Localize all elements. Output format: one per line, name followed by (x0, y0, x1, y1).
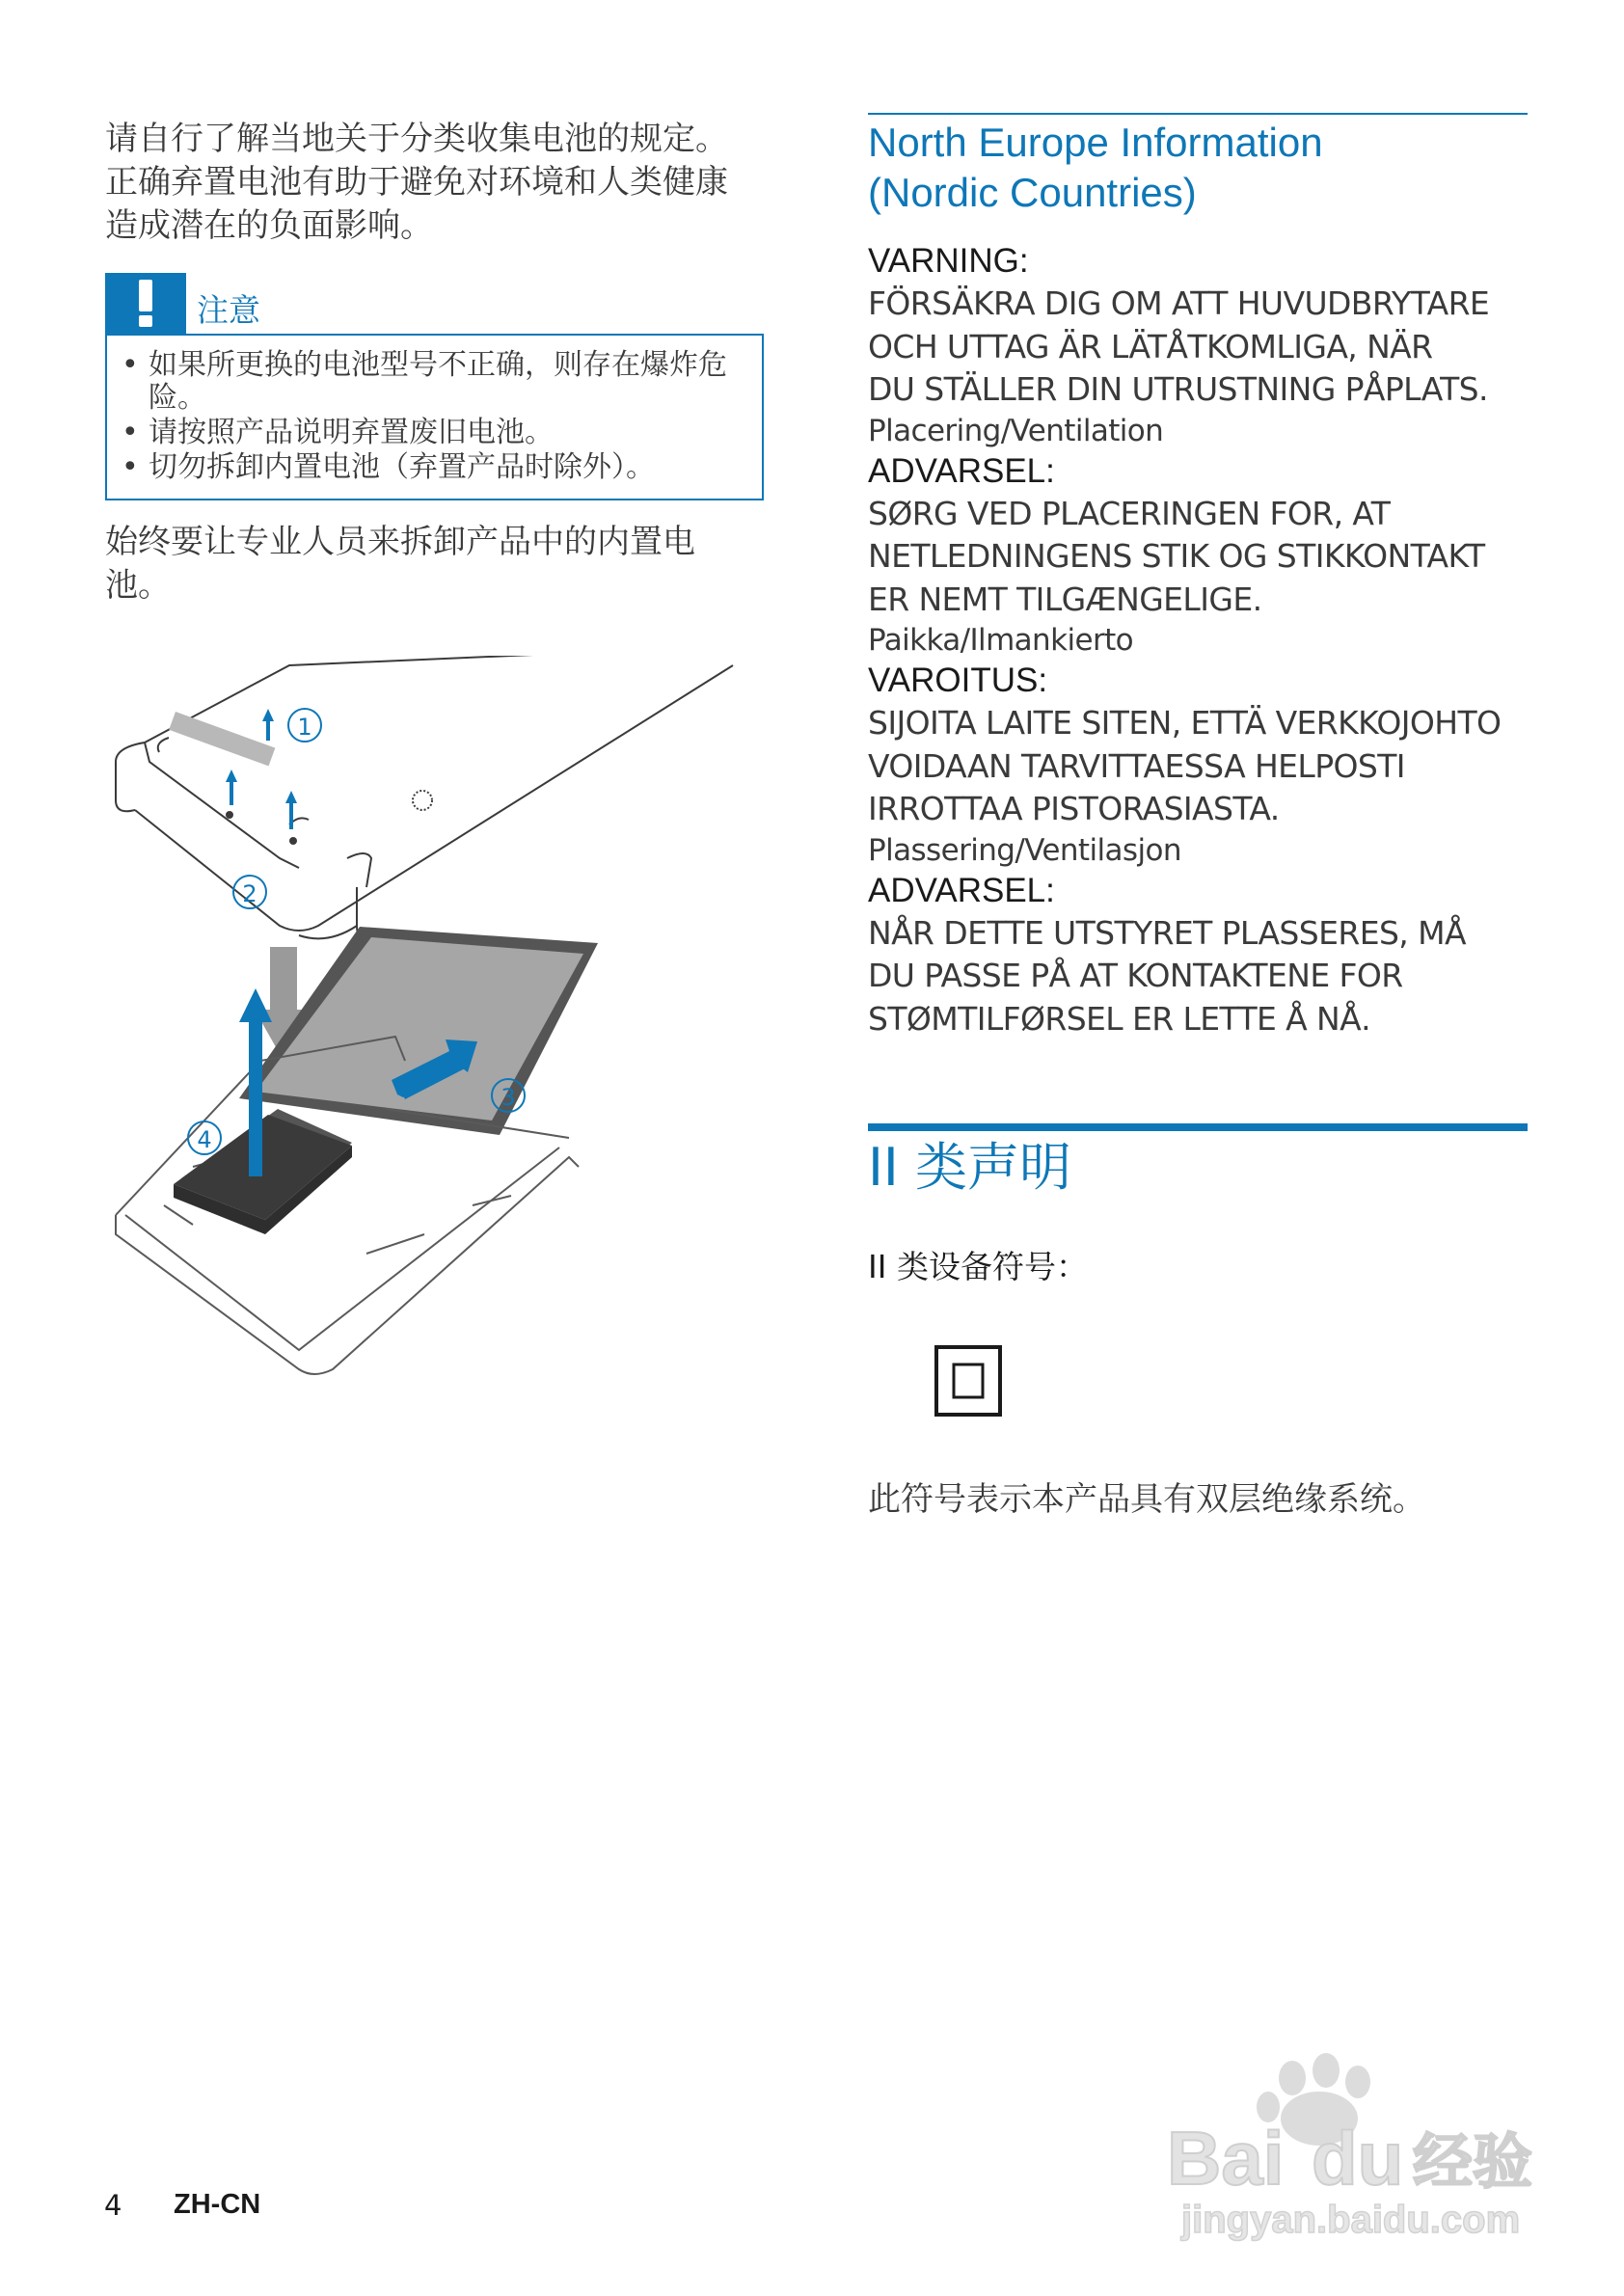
advice-line: 池。 (105, 566, 171, 605)
svg-text:3: 3 (501, 1084, 516, 1111)
screw-icon (226, 811, 297, 845)
battery-removal-figure (106, 656, 781, 1408)
warning-heading: ADVARSEL: (868, 451, 1055, 490)
watermark-brand: du (1312, 2116, 1404, 2201)
intro-paragraph (105, 118, 728, 248)
page-number: 4 (104, 2189, 122, 2222)
warning-body: NÅR DETTE UTSTYRET PLASSERES, MÅ DU PASSE PÅ AT KONTAKTENE FOR STØMTILFØRSEL ER LETTE Å NÅ. (868, 913, 1466, 1038)
nordic-title-line: North Europe Information (868, 120, 1323, 165)
nordic-warnings (868, 240, 1543, 1040)
caution-title: 注意 (197, 291, 260, 329)
frame-back-illustration (116, 656, 733, 941)
double-square-icon (934, 1345, 1002, 1417)
language-code: ZH-CN (174, 2189, 261, 2220)
callout-1 (288, 709, 321, 742)
class2-description: 此符号表示本产品具有双层绝缘系统。 (868, 1480, 1425, 1519)
warning-heading: VARNING: (868, 242, 1029, 280)
caution-list (119, 349, 744, 484)
nordic-title (868, 118, 1323, 218)
warning-heading: VAROITUS: (868, 662, 1048, 699)
section-rule-thick (868, 1123, 1528, 1131)
warning-body: FÖRSÄKRA DIG OM ATT HUVUDBRYTARE OCH UTTAG ÄR LÄTÅTKOMLIGA, NÄR DU STÄLLER DIN UTRUSTNING PÅPLATS. (868, 284, 1490, 408)
placement-label: Plassering/Ventilasjon (868, 832, 1181, 868)
svg-text:2: 2 (242, 880, 257, 907)
svg-text:4: 4 (197, 1126, 212, 1153)
watermark-brand: 经验 (1413, 2126, 1533, 2197)
warning-body: SØRG VED PLACERINGEN FOR, AT NETLEDNINGENS STIK OG STIKKONTAKT ER NEMT TILGÆNGELIGE. (868, 494, 1485, 618)
up-arrow-icon (226, 709, 297, 829)
watermark-brand: Bai (1167, 2116, 1285, 2201)
advice-paragraph (105, 521, 695, 608)
intro-line: 请自行了解当地关于分类收集电池的规定。 (105, 120, 728, 158)
baidu-watermark (1148, 2049, 1553, 2242)
section-rule (868, 113, 1528, 115)
caution-item: • 切勿拆卸内置电池（弃置产品时除外）。 (119, 451, 744, 484)
callout-4 (188, 1121, 221, 1154)
warning-body: SIJOITA LAITE SITEN, ETTÄ VERKKOJOHTO VOIDAAN TARVITTAESSA HELPOSTI IRROTTAA PISTORASIASTA. (868, 704, 1502, 827)
caution-tab (105, 273, 186, 334)
battery-cover-strip (169, 712, 275, 766)
placement-label: Paikka/Ilmankierto (868, 623, 1134, 658)
caution-item: • 如果所更换的电池型号不正确，则存在爆炸危险。 (119, 349, 727, 415)
exclamation-icon (134, 280, 157, 328)
nordic-title-line: (Nordic Countries) (868, 170, 1197, 215)
class2-symbol-label: II 类设备符号： (868, 1248, 1088, 1285)
intro-line: 造成潜在的负面影响。 (105, 206, 433, 245)
watermark-url: jingyan.baidu.com (1181, 2199, 1521, 2241)
advice-line: 始终要让专业人员来拆卸产品中的内置电 (105, 523, 695, 561)
caution-item: • 请按照产品说明弃置废旧电池。 (119, 417, 744, 449)
class2-heading: II 类声明 (868, 1137, 1072, 1198)
intro-line: 正确弃置电池有助于避免对环境和人类健康 (105, 163, 728, 202)
caution-box (105, 334, 764, 500)
svg-text:1: 1 (297, 714, 312, 741)
warning-heading: ADVARSEL: (868, 871, 1055, 909)
placement-label: Placering/Ventilation (868, 413, 1164, 448)
